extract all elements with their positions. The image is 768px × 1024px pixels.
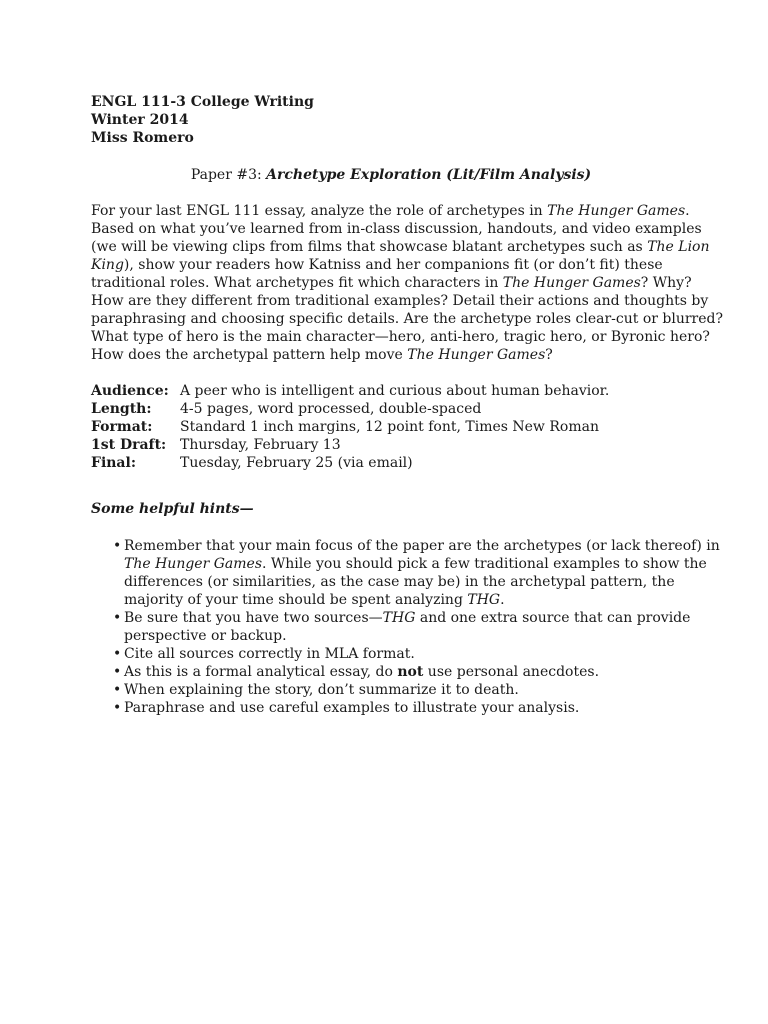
hint-text: . While you should pick a few traditional examples to show the	[262, 556, 707, 572]
hint-text: Cite all sources correctly in MLA format.	[124, 646, 415, 662]
spec-format	[91, 418, 691, 436]
intro-text: (we will be viewing clips from films that showcase blatant archetypes such as	[91, 239, 648, 255]
book-title: The Hunger Games	[547, 203, 686, 219]
spec-label: Final:	[91, 455, 136, 471]
spec-value: 4-5 pages, word processed, double-spaced	[180, 401, 482, 417]
intro-text: How are they different from traditional examples? Detail their actions and thoughts by	[91, 293, 709, 309]
assignment-specs	[91, 382, 691, 472]
list-item	[91, 681, 691, 699]
spec-value: A peer who is intelligent and curious about human behavior.	[180, 383, 610, 399]
spec-first-draft	[91, 436, 691, 454]
intro-text: traditional roles. What archetypes fit which characters in	[91, 275, 503, 291]
hints-heading: Some helpful hints—	[91, 501, 254, 517]
book-abbreviation: THG	[467, 592, 501, 608]
bullet-icon: •	[113, 610, 122, 626]
bullet-icon: •	[113, 646, 122, 662]
hint-text: Remember that your main focus of the paper are the archetypes (or lack thereof) in	[124, 538, 720, 554]
intro-text: ), show your readers how Katniss and her companions fit (or don’t fit) these	[123, 257, 663, 273]
document-header	[91, 93, 691, 147]
list-item	[91, 537, 720, 609]
list-item	[91, 699, 691, 717]
hint-text: As this is a formal analytical essay, do	[124, 664, 398, 680]
hint-text: and one extra source that can provide	[415, 610, 691, 626]
hint-text: Be sure that you have two sources—	[124, 610, 383, 626]
book-title: The Hunger Games	[407, 347, 546, 363]
hint-text: Paraphrase and use careful examples to illustrate your analysis.	[124, 700, 580, 716]
emphasis-not: not	[397, 664, 424, 680]
spec-length	[91, 400, 691, 418]
intro-text: What type of hero is the main character—hero, anti-hero, tragic hero, or Byronic hero?	[91, 329, 710, 345]
spec-value: Tuesday, February 25 (via email)	[180, 455, 413, 471]
intro-line	[91, 238, 710, 256]
hint-text: .	[500, 592, 505, 608]
hint-line	[124, 591, 691, 609]
hint-text: majority of your time should be spent analyzing	[124, 592, 468, 608]
hint-text: perspective or backup.	[124, 628, 287, 644]
bullet-icon: •	[113, 538, 122, 554]
book-title: The Hunger Games	[124, 556, 262, 572]
bullet-icon: •	[113, 664, 122, 680]
hint-line	[124, 609, 691, 627]
hint-line	[124, 537, 720, 555]
spec-label: Format:	[91, 419, 153, 435]
spec-label: Audience:	[91, 383, 169, 399]
intro-text: ? Why?	[640, 275, 692, 291]
book-title: The Hunger Games	[502, 275, 641, 291]
bullet-icon: •	[113, 700, 122, 716]
intro-line	[91, 310, 723, 328]
intro-text: Based on what you’ve learned from in-class discussion, handouts, and video examples	[91, 221, 702, 237]
hint-text: differences (or similarities, as the case may be) in the archetypal pattern, the	[124, 574, 675, 590]
paper-title	[91, 166, 691, 184]
intro-line	[91, 346, 691, 364]
spec-value: Thursday, February 13	[180, 437, 341, 453]
list-item	[91, 663, 691, 681]
intro-line	[91, 274, 691, 292]
intro-line	[91, 256, 691, 274]
intro-text: ?	[545, 347, 553, 363]
hint-line	[124, 573, 691, 591]
hint-line	[124, 663, 691, 681]
hint-line	[124, 627, 691, 645]
film-title: King	[91, 257, 124, 273]
book-abbreviation: THG	[382, 610, 416, 626]
hint-text: use personal anecdotes.	[423, 664, 600, 680]
intro-line	[91, 292, 709, 310]
list-item	[91, 609, 691, 645]
intro-line	[91, 328, 710, 346]
term: Winter 2014	[91, 112, 189, 128]
instructor-name: Miss Romero	[91, 130, 194, 146]
intro-text: .	[685, 203, 690, 219]
spec-label: Length:	[91, 401, 152, 417]
intro-line	[91, 202, 691, 220]
intro-text: For your last ENGL 111 essay, analyze the role of archetypes in	[91, 203, 548, 219]
intro-paragraph	[91, 202, 723, 364]
paper-title-prefix: Paper #3:	[190, 167, 267, 183]
hint-text: When explaining the story, don’t summarize it to death.	[124, 682, 519, 698]
spec-audience	[91, 382, 691, 400]
spec-label: 1st Draft:	[91, 437, 167, 453]
intro-line	[91, 220, 702, 238]
course-name: ENGL 111-3 College Writing	[91, 94, 314, 110]
hint-line	[124, 555, 707, 573]
intro-text: How does the archetypal pattern help move	[91, 347, 408, 363]
bullet-icon: •	[113, 682, 122, 698]
list-item	[91, 645, 691, 663]
spec-final	[91, 454, 691, 472]
spec-value: Standard 1 inch margins, 12 point font, Times New Roman	[180, 419, 599, 435]
paper-title-main: Archetype Exploration (Lit/Film Analysis)	[266, 167, 592, 183]
hints-list	[91, 537, 720, 717]
film-title: The Lion	[647, 239, 710, 255]
intro-text: paraphrasing and choosing specific details. Are the archetype roles clear-cut or blurred?	[91, 311, 723, 327]
assignment-page	[91, 93, 723, 717]
